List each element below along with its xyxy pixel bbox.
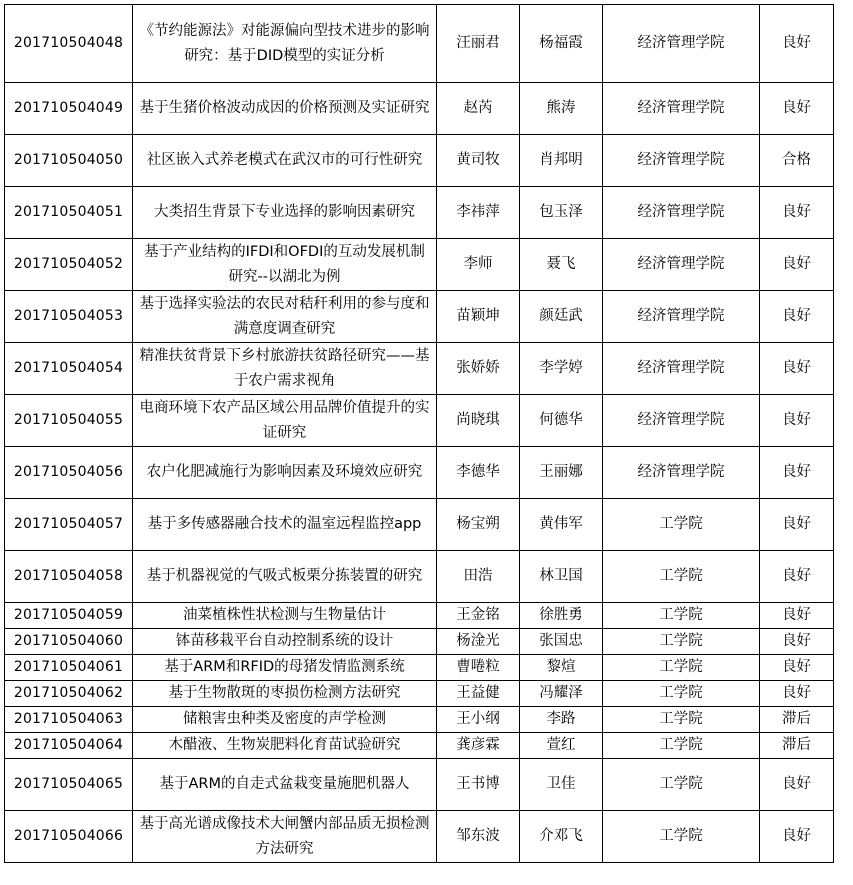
project-leader-cell: 龚彦霖: [437, 733, 520, 759]
result-cell: 良好: [760, 239, 834, 291]
project-title-cell: 大类招生背景下专业选择的影响因素研究: [133, 187, 437, 239]
table-row: [5, 83, 834, 135]
project-leader-cell: 李师: [437, 239, 520, 291]
college-cell: 工学院: [603, 733, 760, 759]
advisor-cell: 李学婷: [520, 343, 603, 395]
result-cell: 良好: [760, 499, 834, 551]
result-cell: 良好: [760, 83, 834, 135]
project-title-cell: 社区嵌入式养老模式在武汉市的可行性研究: [133, 135, 437, 187]
project-id-cell: 201710504061: [5, 655, 133, 681]
result-cell: 良好: [760, 187, 834, 239]
project-leader-cell: 杨淦光: [437, 629, 520, 655]
table-row: [5, 135, 834, 187]
college-cell: 工学院: [603, 499, 760, 551]
result-cell: 良好: [760, 5, 834, 83]
table-row: [5, 499, 834, 551]
project-id-cell: 201710504058: [5, 551, 133, 603]
result-cell: 良好: [760, 395, 834, 447]
advisor-cell: 颜廷武: [520, 291, 603, 343]
advisor-cell: 杨福霞: [520, 5, 603, 83]
project-title-cell: 木醋液、生物炭肥料化育苗试验研究: [133, 733, 437, 759]
table-row: [5, 291, 834, 343]
project-leader-cell: 王小纲: [437, 707, 520, 733]
project-title-cell: 基于生物散斑的枣损伤检测方法研究: [133, 681, 437, 707]
table-row: [5, 733, 834, 759]
project-title-cell: 基于ARM的自走式盆栽变量施肥机器人: [133, 759, 437, 811]
table-row: [5, 395, 834, 447]
table-row: [5, 239, 834, 291]
project-id-cell: 201710504055: [5, 395, 133, 447]
project-title-cell: 基于ARM和RFID的母猪发情监测系统: [133, 655, 437, 681]
project-id-cell: 201710504060: [5, 629, 133, 655]
result-cell: 良好: [760, 551, 834, 603]
result-cell: 良好: [760, 291, 834, 343]
project-title-cell: 电商环境下农产品区域公用品牌价值提升的实证研究: [133, 395, 437, 447]
project-leader-cell: 李祎萍: [437, 187, 520, 239]
project-id-cell: 201710504063: [5, 707, 133, 733]
college-cell: 经济管理学院: [603, 291, 760, 343]
college-cell: 工学院: [603, 629, 760, 655]
project-leader-cell: 王金铭: [437, 603, 520, 629]
college-cell: 经济管理学院: [603, 83, 760, 135]
table-row: [5, 759, 834, 811]
result-cell: 良好: [760, 603, 834, 629]
project-id-cell: 201710504056: [5, 447, 133, 499]
project-leader-cell: 邹东波: [437, 811, 520, 863]
project-id-cell: 201710504053: [5, 291, 133, 343]
project-title-cell: 《节约能源法》对能源偏向型技术进步的影响研究：基于DID模型的实证分析: [133, 5, 437, 83]
table-row: [5, 187, 834, 239]
project-leader-cell: 黄司牧: [437, 135, 520, 187]
table-row: [5, 707, 834, 733]
advisor-cell: 黄伟军: [520, 499, 603, 551]
project-leader-cell: 杨宝朔: [437, 499, 520, 551]
college-cell: 经济管理学院: [603, 187, 760, 239]
advisor-cell: 王丽娜: [520, 447, 603, 499]
table-row: [5, 5, 834, 83]
project-id-cell: 201710504052: [5, 239, 133, 291]
advisor-cell: 黎煊: [520, 655, 603, 681]
college-cell: 工学院: [603, 551, 760, 603]
college-cell: 工学院: [603, 655, 760, 681]
table-row: [5, 655, 834, 681]
project-id-cell: 201710504062: [5, 681, 133, 707]
college-cell: 经济管理学院: [603, 395, 760, 447]
project-title-cell: 基于选择实验法的农民对秸秆利用的参与度和满意度调查研究: [133, 291, 437, 343]
project-id-cell: 201710504048: [5, 5, 133, 83]
project-leader-cell: 赵芮: [437, 83, 520, 135]
advisor-cell: 冯耀泽: [520, 681, 603, 707]
advisor-cell: 介邓飞: [520, 811, 603, 863]
result-cell: 良好: [760, 343, 834, 395]
advisor-cell: 徐胜勇: [520, 603, 603, 629]
result-cell: 良好: [760, 447, 834, 499]
advisor-cell: 熊涛: [520, 83, 603, 135]
project-title-cell: 基于产业结构的IFDI和OFDI的互动发展机制研究--以湖北为例: [133, 239, 437, 291]
table-row: [5, 811, 834, 863]
college-cell: 工学院: [603, 759, 760, 811]
college-cell: 工学院: [603, 707, 760, 733]
college-cell: 工学院: [603, 681, 760, 707]
project-leader-cell: 李德华: [437, 447, 520, 499]
advisor-cell: 李路: [520, 707, 603, 733]
advisor-cell: 林卫国: [520, 551, 603, 603]
table-row: [5, 629, 834, 655]
project-title-cell: 基于生猪价格波动成因的价格预测及实证研究: [133, 83, 437, 135]
table-body: [5, 5, 834, 863]
result-cell: 良好: [760, 655, 834, 681]
advisor-cell: 聂飞: [520, 239, 603, 291]
project-title-cell: 储粮害虫种类及密度的声学检测: [133, 707, 437, 733]
project-leader-cell: 田浩: [437, 551, 520, 603]
advisor-cell: 何德华: [520, 395, 603, 447]
project-id-cell: 201710504049: [5, 83, 133, 135]
project-id-cell: 201710504057: [5, 499, 133, 551]
advisor-cell: 肖邦明: [520, 135, 603, 187]
table-row: [5, 603, 834, 629]
result-cell: 良好: [760, 629, 834, 655]
project-leader-cell: 汪丽君: [437, 5, 520, 83]
table-row: [5, 447, 834, 499]
table-row: [5, 681, 834, 707]
project-results-table: [4, 4, 834, 863]
college-cell: 经济管理学院: [603, 135, 760, 187]
advisor-cell: 萱红: [520, 733, 603, 759]
advisor-cell: 包玉泽: [520, 187, 603, 239]
project-id-cell: 201710504066: [5, 811, 133, 863]
project-title-cell: 精准扶贫背景下乡村旅游扶贫路径研究——基于农户需求视角: [133, 343, 437, 395]
project-id-cell: 201710504065: [5, 759, 133, 811]
project-leader-cell: 曹啳粒: [437, 655, 520, 681]
result-cell: 良好: [760, 759, 834, 811]
college-cell: 工学院: [603, 811, 760, 863]
project-id-cell: 201710504054: [5, 343, 133, 395]
result-cell: 良好: [760, 811, 834, 863]
advisor-cell: 张国忠: [520, 629, 603, 655]
project-id-cell: 201710504059: [5, 603, 133, 629]
table-row: [5, 343, 834, 395]
project-title-cell: 基于多传感器融合技术的温室远程监控app: [133, 499, 437, 551]
project-id-cell: 201710504050: [5, 135, 133, 187]
project-id-cell: 201710504064: [5, 733, 133, 759]
project-leader-cell: 尚晓琪: [437, 395, 520, 447]
project-leader-cell: 王益健: [437, 681, 520, 707]
result-cell: 滞后: [760, 733, 834, 759]
college-cell: 经济管理学院: [603, 239, 760, 291]
project-title-cell: 基于高光谱成像技术大闸蟹内部品质无损检测方法研究: [133, 811, 437, 863]
project-leader-cell: 张娇娇: [437, 343, 520, 395]
result-cell: 良好: [760, 681, 834, 707]
project-title-cell: 农户化肥减施行为影响因素及环境效应研究: [133, 447, 437, 499]
project-title-cell: 油菜植株性状检测与生物量估计: [133, 603, 437, 629]
project-id-cell: 201710504051: [5, 187, 133, 239]
project-leader-cell: 王书博: [437, 759, 520, 811]
college-cell: 工学院: [603, 603, 760, 629]
project-title-cell: 基于机器视觉的气吸式板栗分拣装置的研究: [133, 551, 437, 603]
college-cell: 经济管理学院: [603, 447, 760, 499]
result-cell: 合格: [760, 135, 834, 187]
college-cell: 经济管理学院: [603, 5, 760, 83]
project-leader-cell: 苗颖坤: [437, 291, 520, 343]
result-cell: 滞后: [760, 707, 834, 733]
table-row: [5, 551, 834, 603]
advisor-cell: 卫佳: [520, 759, 603, 811]
project-title-cell: 钵苗移栽平台自动控制系统的设计: [133, 629, 437, 655]
college-cell: 经济管理学院: [603, 343, 760, 395]
